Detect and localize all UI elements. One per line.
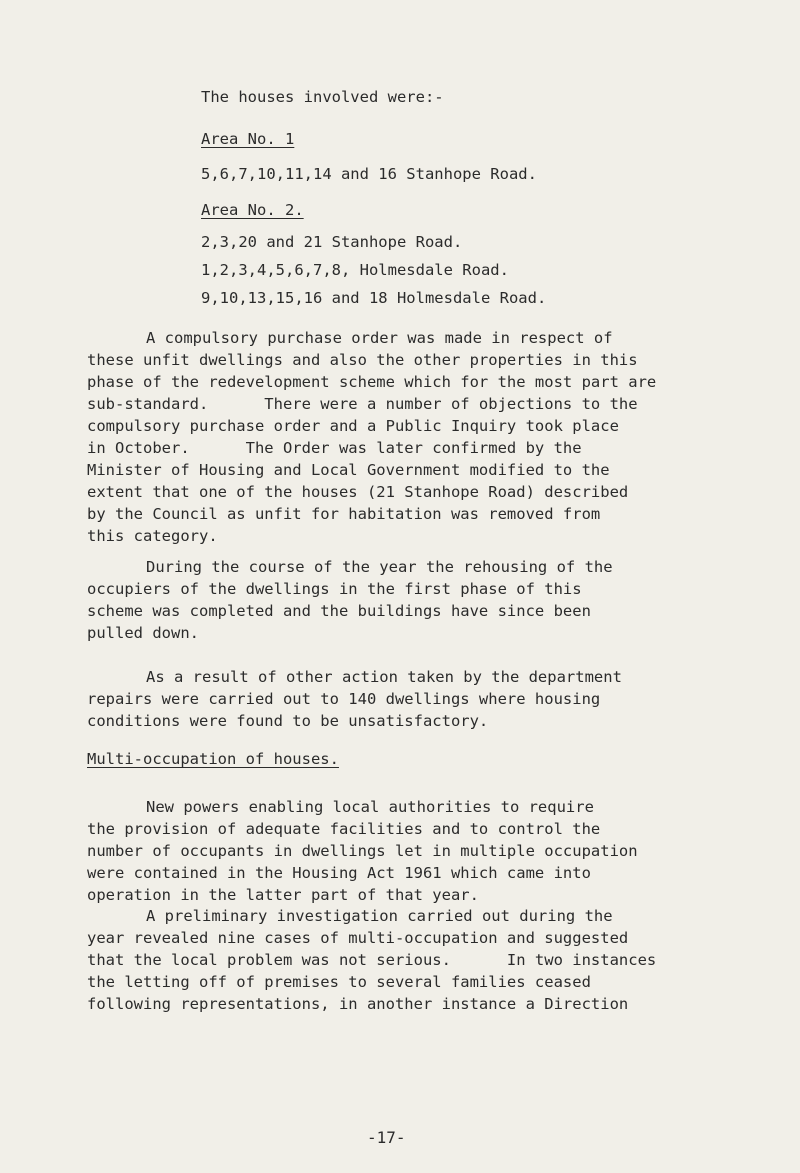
text-line: year revealed nine cases of multi-occupation and suggested [87, 929, 629, 947]
text-line: extent that one of the houses (21 Stanhope Road) described [87, 483, 629, 501]
paragraph-repairs [146, 666, 622, 688]
text-line: in October. The Order was later confirmed by the [87, 439, 582, 457]
text-line: compulsory purchase order and a Public Inquiry took place [87, 417, 619, 435]
text-line: by the Council as unfit for habitation was removed from [87, 505, 601, 523]
paragraph-rehousing-body [87, 578, 591, 644]
page-number: -17- [367, 1128, 406, 1147]
text-line: scheme was completed and the buildings have since been [87, 602, 591, 620]
area-2-line: 2,3,20 and 21 Stanhope Road. [201, 233, 463, 251]
area-1-line: 5,6,7,10,11,14 and 16 Stanhope Road. [201, 165, 537, 183]
area-2-heading: Area No. 2. [201, 201, 304, 219]
text-line: pulled down. [87, 624, 199, 642]
text-line: occupiers of the dwellings in the first phase of this [87, 580, 582, 598]
text-line: repairs were carried out to 140 dwellings where housing [87, 690, 601, 708]
intro-line: The houses involved were:- [201, 88, 444, 106]
paragraph-rehousing [146, 556, 613, 578]
area-2-line: 9,10,13,15,16 and 18 Holmesdale Road. [201, 289, 547, 307]
text-line: A compulsory purchase order was made in respect of [146, 329, 613, 347]
text-line: this category. [87, 527, 218, 545]
paragraph-preliminary-investigation-body [87, 927, 656, 1015]
paragraph-repairs-body [87, 688, 600, 732]
text-line: conditions were found to be unsatisfactory. [87, 712, 489, 730]
text-line: operation in the latter part of that year. [87, 886, 479, 904]
text-line: were contained in the Housing Act 1961 which came into [87, 864, 591, 882]
section-heading-multi-occupation: Multi-occupation of houses. [87, 750, 339, 768]
text-line: these unfit dwellings and also the other properties in this [87, 351, 638, 369]
area-1-heading: Area No. 1 [201, 130, 295, 148]
text-line: New powers enabling local authorities to require [146, 798, 594, 816]
text-line: number of occupants in dwellings let in multiple occupation [87, 842, 638, 860]
area-2-line: 1,2,3,4,5,6,7,8, Holmesdale Road. [201, 261, 509, 279]
paragraph-compulsory-purchase-body [87, 349, 656, 547]
text-line: the letting off of premises to several families ceased [87, 973, 591, 991]
text-line: During the course of the year the rehousing of the [146, 558, 613, 576]
paragraph-new-powers-body [87, 818, 638, 906]
text-line: As a result of other action taken by the department [146, 668, 622, 686]
text-line: A preliminary investigation carried out during the [146, 907, 613, 925]
text-line: sub-standard. There were a number of objections to the [87, 395, 638, 413]
text-line: phase of the redevelopment scheme which for the most part are [87, 373, 657, 391]
paragraph-compulsory-purchase [146, 327, 613, 349]
paragraph-preliminary-investigation [146, 905, 613, 927]
paragraph-new-powers [146, 796, 594, 818]
text-line: following representations, in another instance a Direction [87, 995, 629, 1013]
text-line: the provision of adequate facilities and to control the [87, 820, 601, 838]
text-line: Minister of Housing and Local Government modified to the [87, 461, 610, 479]
text-line: that the local problem was not serious. In two instances [87, 951, 657, 969]
